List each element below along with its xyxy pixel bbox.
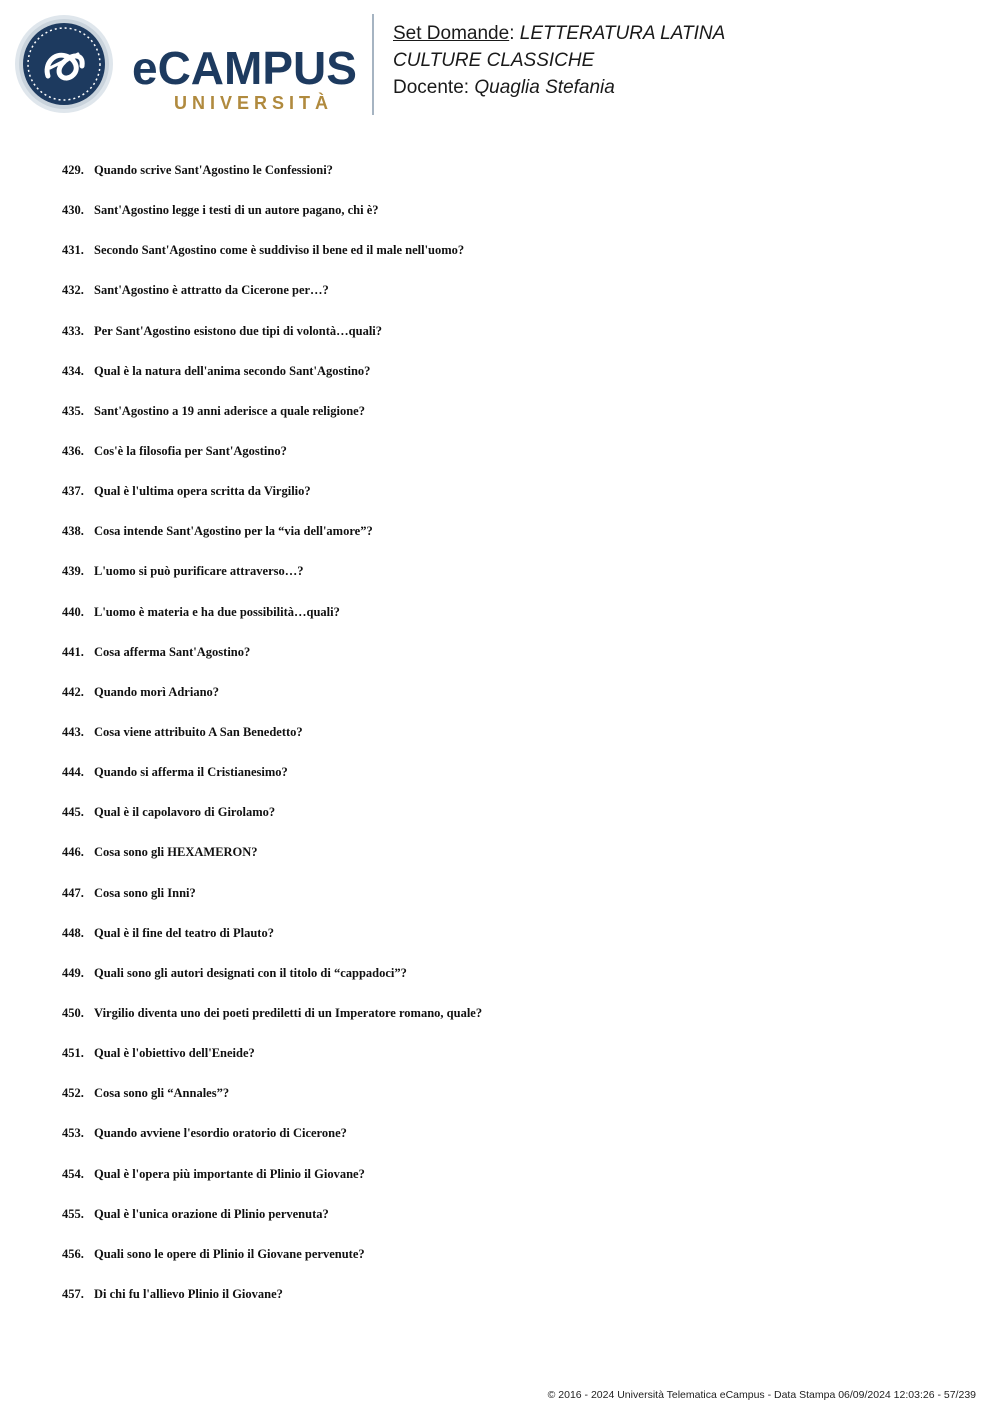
question-text: Cosa sono gli HEXAMERON?: [94, 845, 258, 860]
question-text: Qual è la natura dell'anima secondo Sant'Agostino?: [94, 363, 371, 378]
question-number: 435.: [62, 403, 84, 418]
question-number: 431.: [62, 243, 84, 258]
question-number: 429.: [62, 163, 84, 177]
question-number: 446.: [62, 845, 84, 860]
logo-sub-text: UNIVERSITÀ: [174, 93, 334, 113]
question-text: Quando morì Adriano?: [94, 684, 220, 699]
question-item: [62, 1205, 482, 1245]
question-number: 455.: [62, 1206, 84, 1221]
question-text: Virgilio diventa uno dei poeti prediletti di un Imperatore romano, quale?: [94, 1005, 483, 1020]
question-item: [62, 362, 482, 402]
question-number: 440.: [62, 604, 84, 619]
question-number: 430.: [62, 203, 84, 218]
question-number: 444.: [62, 765, 84, 780]
question-number: 452.: [62, 1086, 84, 1101]
question-item: [62, 1084, 482, 1124]
question-text: Cos'è la filosofia per Sant'Agostino?: [94, 443, 287, 458]
question-item: [62, 1245, 482, 1285]
question-number: 437.: [62, 484, 84, 499]
question-item: [62, 161, 482, 201]
question-number: 441.: [62, 644, 84, 659]
question-text: Quando scrive Sant'Agostino le Confessioni?: [94, 163, 333, 177]
set-line: [393, 20, 725, 47]
question-number: 448.: [62, 925, 84, 940]
teacher-label: Docente: [393, 77, 464, 98]
question-text: Cosa intende Sant'Agostino per la “via dell'amore”?: [94, 524, 373, 539]
ecampus-logo-icon: [14, 14, 364, 118]
question-text: Secondo Sant'Agostino come è suddiviso il bene ed il male nell'uomo?: [94, 243, 465, 258]
question-text: Sant'Agostino è attratto da Cicerone per…?: [94, 283, 329, 298]
question-text: Qual è l'obiettivo dell'Eneide?: [94, 1046, 255, 1061]
header-divider: [372, 14, 374, 115]
question-item: [62, 924, 482, 964]
logo-brand-text: eCAMPUS: [132, 42, 357, 94]
question-text: Per Sant'Agostino esistono due tipi di volontà…quali?: [94, 323, 383, 338]
question-number: 457.: [62, 1286, 84, 1301]
question-text: Cosa sono gli “Annales”?: [94, 1086, 230, 1101]
question-number: 432.: [62, 283, 84, 298]
question-item: [62, 1044, 482, 1084]
question-number: 450.: [62, 1005, 84, 1020]
question-number: 454.: [62, 1166, 84, 1181]
question-text: Sant'Agostino legge i testi di un autore pagano, chi è?: [94, 203, 379, 218]
question-number: 439.: [62, 564, 84, 579]
question-item: [62, 522, 482, 562]
question-number: 445.: [62, 805, 84, 820]
question-number: 438.: [62, 524, 84, 539]
question-text: Qual è l'unica orazione di Plinio pervenuta?: [94, 1206, 329, 1221]
question-item: [62, 482, 482, 522]
question-item: [62, 402, 482, 442]
set-label: Set Domande: [393, 23, 510, 44]
question-item: [62, 322, 482, 362]
question-text: L'uomo si può purificare attraverso…?: [94, 564, 304, 579]
teacher-line: [393, 74, 725, 101]
question-number: 434.: [62, 363, 84, 378]
course-subtitle: CULTURE CLASSICHE: [393, 50, 595, 71]
question-item: [62, 1124, 482, 1164]
question-text: Di chi fu l'allievo Plinio il Giovane?: [94, 1286, 283, 1301]
question-item: [62, 603, 482, 643]
question-number: 442.: [62, 684, 84, 699]
set-separator: :: [509, 23, 520, 44]
question-number: 453.: [62, 1126, 84, 1141]
question-item: [62, 201, 482, 241]
question-text: Qual è l'ultima opera scritta da Virgilio?: [94, 484, 311, 499]
question-item: [62, 562, 482, 602]
question-text: Cosa sono gli Inni?: [94, 885, 196, 900]
teacher-separator: :: [463, 77, 475, 98]
question-text: Qual è l'opera più importante di Plinio il Giovane?: [94, 1166, 365, 1181]
question-number: 443.: [62, 724, 84, 739]
teacher-name: Quaglia Stefania: [474, 77, 615, 98]
question-item: [62, 643, 482, 683]
question-item: [62, 803, 482, 843]
question-text: Quando avviene l'esordio oratorio di Cicerone?: [94, 1126, 347, 1141]
question-item: [62, 281, 482, 321]
question-item: [62, 843, 482, 883]
page-footer: © 2016 - 2024 Università Telematica eCampus - Data Stampa 06/09/2024 12:03:26 - 57/239: [547, 1389, 976, 1401]
question-text: Quali sono gli autori designati con il titolo di “cappadoci”?: [94, 965, 407, 980]
question-text: L'uomo è materia e ha due possibilità…quali?: [94, 604, 340, 619]
question-number: 433.: [62, 323, 84, 338]
question-item: [62, 1165, 482, 1205]
course-title: LETTERATURA LATINA: [519, 23, 726, 44]
question-text: Qual è il capolavoro di Girolamo?: [94, 805, 276, 820]
question-text: Sant'Agostino a 19 anni aderisce a quale religione?: [94, 403, 365, 418]
question-item: [62, 1004, 482, 1044]
question-item: [62, 964, 482, 1004]
question-item: [62, 723, 482, 763]
question-text: Cosa afferma Sant'Agostino?: [94, 644, 251, 659]
question-number: 449.: [62, 965, 84, 980]
question-text: Quando si afferma il Cristianesimo?: [94, 765, 288, 780]
question-number: 447.: [62, 885, 84, 900]
question-text: Cosa viene attribuito A San Benedetto?: [94, 724, 303, 739]
question-item: [62, 683, 482, 723]
question-item: [62, 442, 482, 482]
ecampus-logo: [14, 14, 364, 118]
question-number: 451.: [62, 1046, 84, 1061]
document-header: [393, 20, 725, 101]
question-item: [62, 763, 482, 803]
question-item: [62, 884, 482, 924]
question-item: [62, 241, 482, 281]
question-number: 436.: [62, 443, 84, 458]
question-text: Qual è il fine del teatro di Plauto?: [94, 925, 274, 940]
question-number: 456.: [62, 1246, 84, 1261]
question-text: Quali sono le opere di Plinio il Giovane pervenute?: [94, 1246, 365, 1261]
question-item: [62, 1285, 482, 1325]
question-list: [62, 161, 482, 1325]
